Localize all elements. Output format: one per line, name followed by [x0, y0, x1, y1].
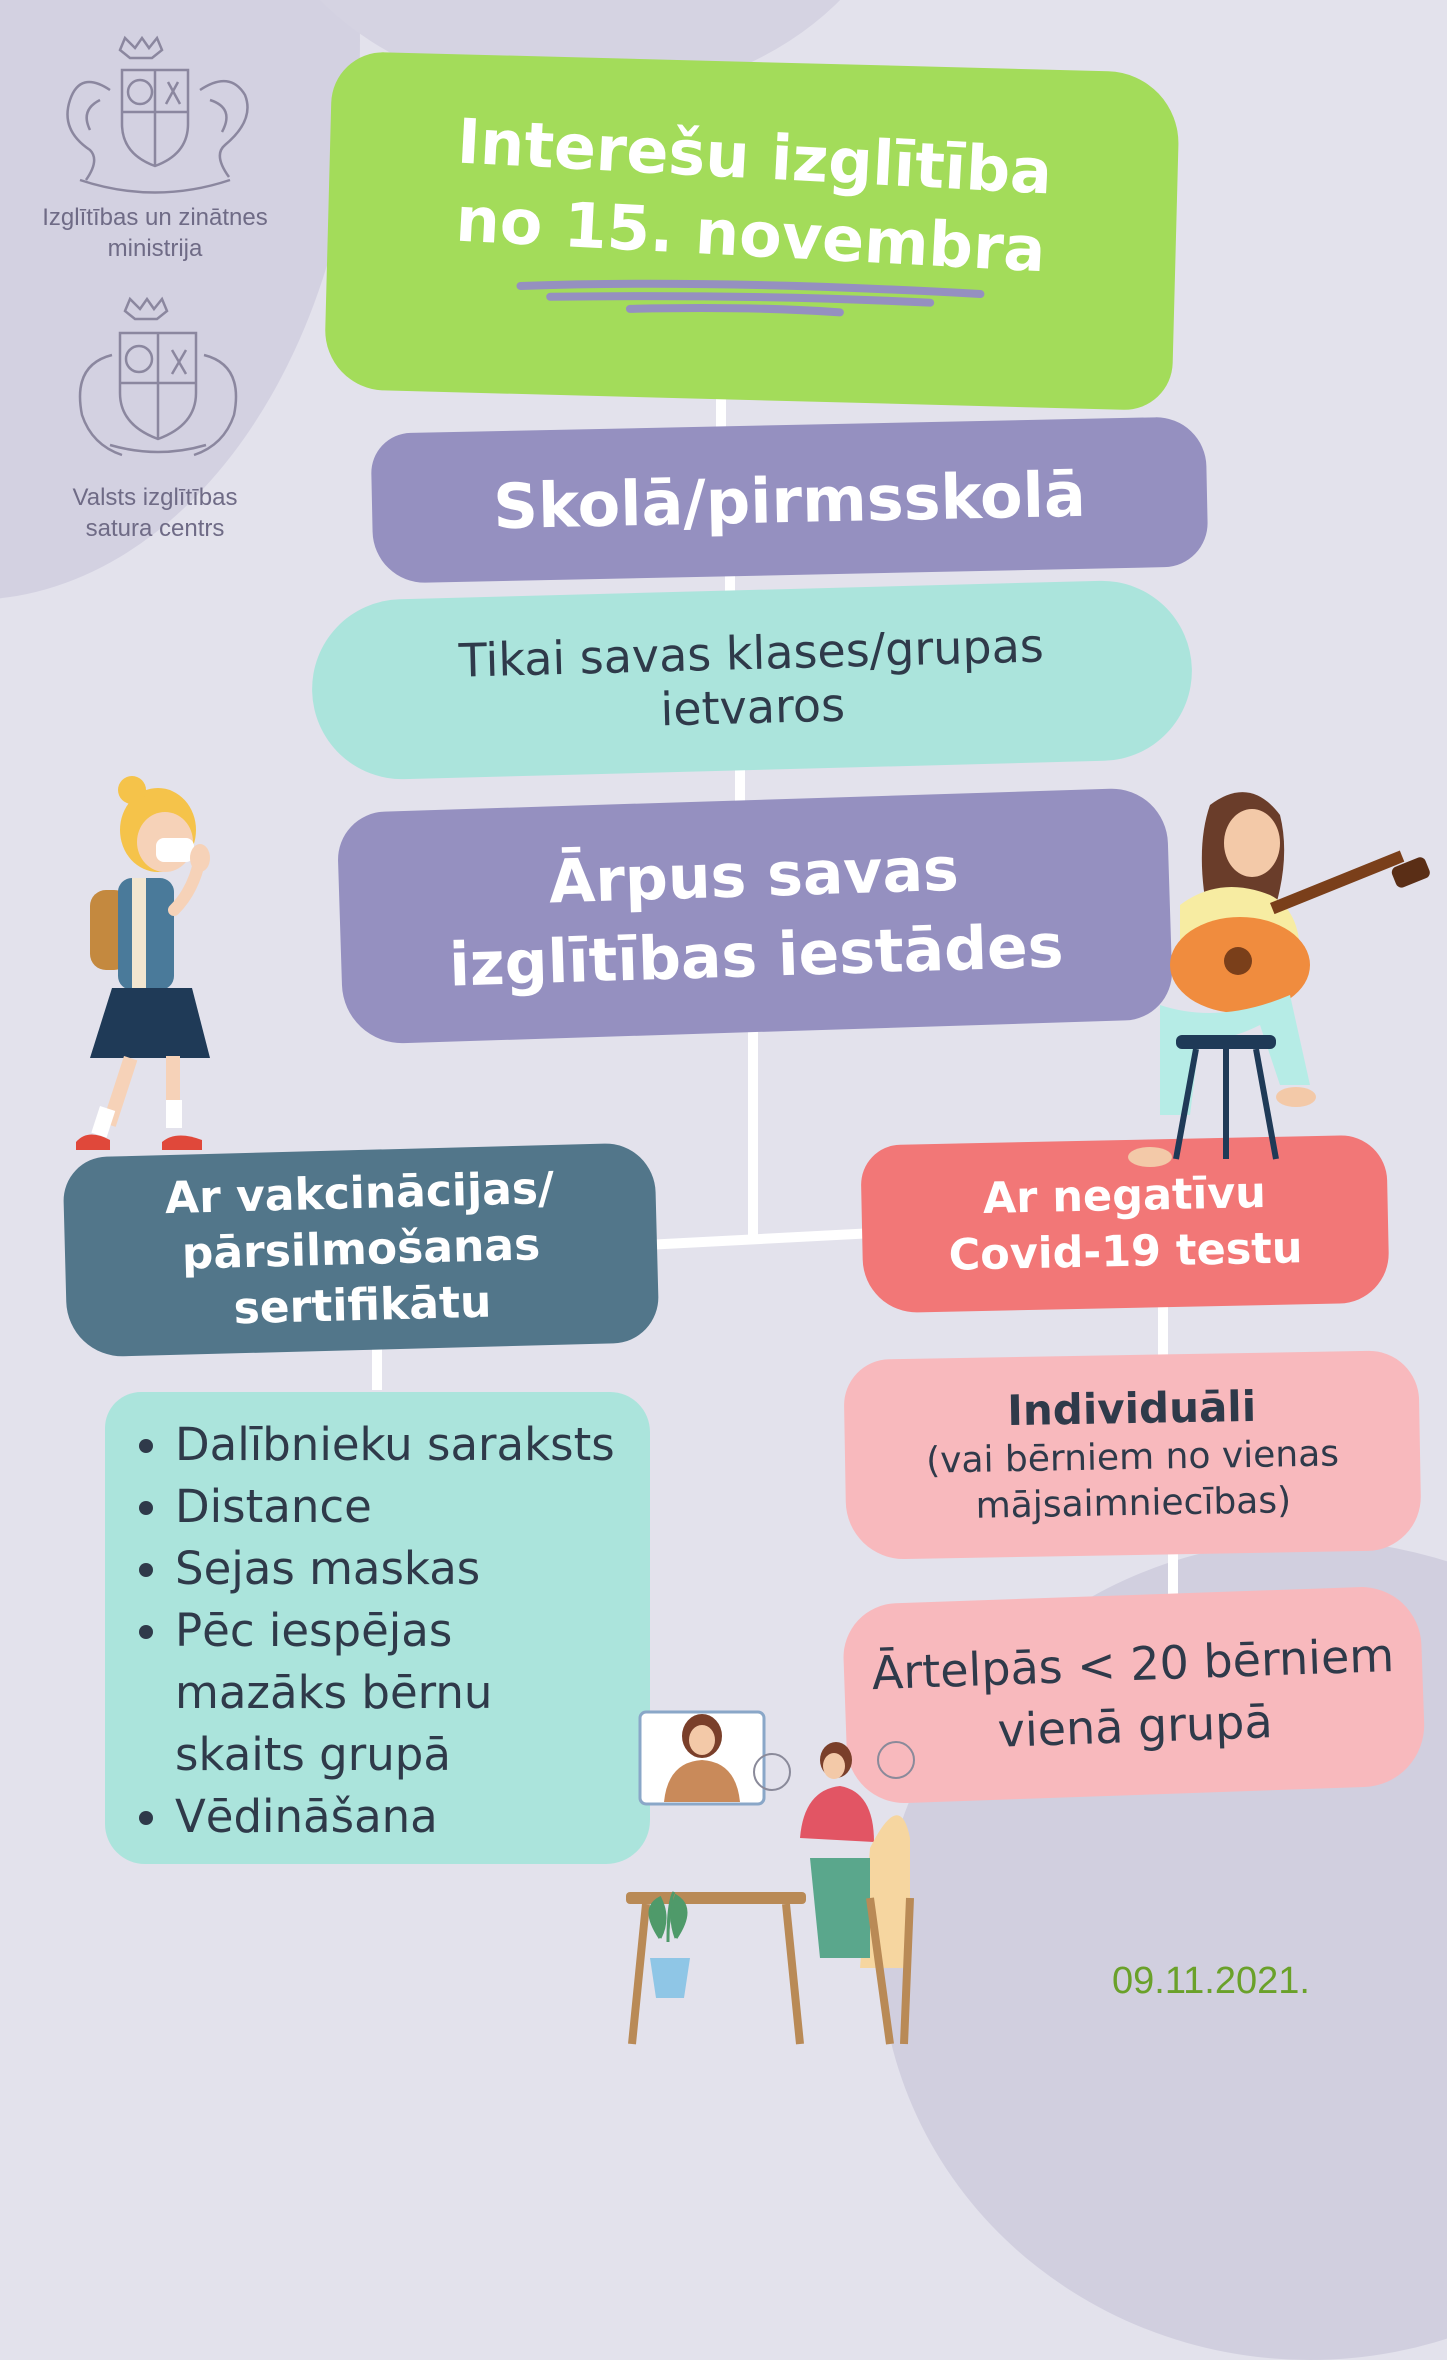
centre-caption-line2: satura centrs	[85, 515, 225, 542]
outside-text	[445, 826, 1064, 1005]
individual-line1: (vai bērniem no vienas	[925, 1433, 1340, 1482]
within-class-line2: ietvaros	[659, 677, 846, 737]
outdoor-line1: Ārtelpās < 20 bērniem	[870, 1627, 1395, 1701]
conditions-list	[105, 1414, 650, 1848]
certificate-box	[62, 1142, 659, 1357]
latvia-coat-of-arms-icon	[40, 30, 270, 205]
list-item: Sejas maskas	[175, 1538, 650, 1600]
certificate-text	[164, 1161, 557, 1339]
individual-box	[843, 1350, 1421, 1560]
ministry-caption-line2: ministrija	[107, 235, 203, 262]
page-title	[451, 103, 1054, 290]
certificate-line3: sertifikātu	[232, 1276, 492, 1335]
centre-caption	[20, 482, 290, 544]
title-box	[324, 51, 1181, 411]
centre-logo	[40, 295, 270, 555]
connector-test-to-individual	[1158, 1300, 1168, 1360]
certificate-line2: pārsilmošanas	[181, 1219, 541, 1280]
girl-playing-guitar-icon	[1120, 785, 1430, 1175]
online-lesson-icon	[620, 1698, 930, 2048]
latvia-small-coat-of-arms-icon	[40, 295, 270, 470]
outdoor-line2: vienā grupā	[996, 1694, 1274, 1758]
title-line1: Interešu izglītība	[455, 104, 1055, 209]
outdoor-text	[871, 1624, 1397, 1766]
connector-outside-down	[748, 1020, 758, 1240]
individual-note	[926, 1431, 1340, 1530]
ministry-caption-line1: Izglītības un zinātnes	[42, 204, 268, 231]
list-item: Vēdināšana	[175, 1786, 650, 1848]
date-label: 09.11.2021.	[1112, 1960, 1310, 2002]
list-item: Pēc iespējas mazāks bērnu skaits grupā	[175, 1600, 515, 1786]
negative-test-text	[947, 1164, 1303, 1283]
ministry-logo	[40, 30, 270, 270]
within-class-box	[310, 579, 1194, 782]
outside-box	[337, 787, 1174, 1045]
negative-test-line1: Ar negatīvu	[982, 1168, 1267, 1224]
outside-line2: izglītības iestādes	[448, 911, 1065, 1001]
negative-test-line2: Covid-19 testu	[948, 1223, 1303, 1281]
individual-heading: Individuāli	[1006, 1381, 1257, 1436]
school-box	[371, 416, 1209, 583]
individual-line2: mājsaimniecības)	[975, 1480, 1292, 1527]
list-item: Distance	[175, 1476, 650, 1538]
title-line2: no 15. novembra	[454, 182, 1048, 287]
child-with-mask-waving-icon	[70, 770, 240, 1160]
ministry-caption	[20, 202, 290, 264]
centre-caption-line1: Valsts izglītības	[72, 484, 238, 511]
certificate-line1: Ar vakcinācijas/	[164, 1162, 555, 1225]
school-label: Skolā/pirmsskolā	[492, 457, 1087, 543]
conditions-box	[105, 1392, 650, 1864]
outside-line1: Ārpus savas	[547, 834, 960, 918]
list-item: Dalībnieku saraksts	[175, 1414, 650, 1476]
within-class-text	[458, 618, 1046, 741]
within-class-line1: Tikai savas klases/grupas	[458, 618, 1045, 688]
connector-horizontal	[650, 1228, 870, 1250]
